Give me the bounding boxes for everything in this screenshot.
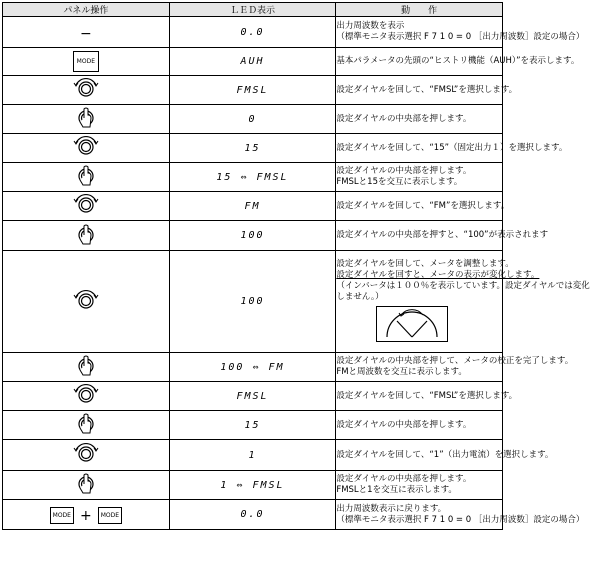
mode-key[interactable]: MODE (50, 507, 74, 524)
led-display-cell: 15 (169, 134, 336, 163)
table-row (3, 251, 503, 353)
action-text: FMと周波数を交互に表示します。 (336, 367, 467, 377)
led-display-cell: 0.0 (169, 500, 336, 530)
panel-operation-cell (3, 221, 170, 251)
action-text: 設定ダイヤルを回して、メータを調整します。 (336, 258, 514, 269)
action-text: 出力周波数表示に戻ります。 (336, 503, 447, 514)
panel-operation-cell (3, 500, 170, 530)
table-row (3, 105, 503, 134)
action-cell (336, 353, 574, 382)
operation-table (2, 2, 590, 530)
panel-operation-cell (3, 163, 170, 192)
led-display-cell: 0.0 (169, 17, 336, 48)
action-text: 設定ダイヤルの中央部を押すと、“100”が表示されます (336, 230, 549, 240)
action-cell (336, 163, 503, 192)
action-cell (336, 192, 510, 221)
table-row (3, 76, 503, 105)
action-text: FMSLと15を交互に表示します。 (336, 177, 463, 187)
table-row (3, 440, 503, 471)
table-row (3, 411, 503, 440)
panel-operation-cell (3, 17, 170, 48)
header-row (3, 3, 503, 17)
panel-operation-cell (3, 382, 170, 411)
panel-operation-cell (3, 76, 170, 105)
action-cell (336, 48, 580, 76)
mode-key[interactable]: MODE (73, 51, 99, 72)
table-row (3, 221, 503, 251)
led-display-cell: 1 ⇔ FMSL (169, 471, 336, 500)
table-row (3, 163, 503, 192)
panel-operation-cell (3, 471, 170, 500)
table-row (3, 134, 503, 163)
led-display-cell: 15 (169, 411, 336, 440)
panel-operation-cell (3, 48, 170, 76)
table-row (3, 382, 503, 411)
action-cell (336, 76, 518, 105)
mode-key[interactable]: MODE (98, 507, 122, 524)
rotate-dial-icon (72, 192, 100, 220)
no-operation-dash: − (79, 25, 92, 42)
header-action: 動 作 (336, 3, 503, 17)
action-text: 出力周波数を表示 (336, 21, 405, 31)
table-row (3, 471, 503, 500)
panel-operation-cell (3, 411, 170, 440)
action-cell (336, 17, 585, 48)
action-text: 基本パラメータの先頭の“ヒストリ機能（AUH）”を表示します。 (336, 56, 580, 66)
table-row (3, 353, 503, 382)
action-text: 設定ダイヤルを回して、“FMSL”を選択します。 (336, 84, 518, 95)
led-display-cell: 0 (169, 105, 336, 134)
led-display-cell: FM (169, 192, 336, 221)
action-text: 設定ダイヤルの中央部を押します。 (336, 419, 472, 430)
table-row (3, 500, 503, 530)
press-dial-icon (72, 353, 100, 381)
led-display-cell: 15 ⇔ FMSL (169, 163, 336, 192)
panel-operation-cell (3, 134, 170, 163)
action-text: 設定ダイヤルを回して、“15”（固定出力１）を選択します。 (336, 142, 568, 153)
rotate-dial-icon (72, 76, 100, 104)
action-cell (336, 500, 585, 530)
press-dial-icon (72, 163, 100, 191)
led-display-cell: AUH (169, 48, 336, 76)
action-text: 設定ダイヤルを回して、“FMSL”を選択します。 (336, 390, 518, 401)
action-cell (336, 471, 503, 500)
action-cell (336, 440, 554, 471)
rotate-dial-icon (72, 288, 100, 316)
led-display-cell: FMSL (169, 382, 336, 411)
action-cell (336, 221, 549, 251)
action-text: しません。） (336, 291, 384, 302)
led-display-cell: 100 ⇔ FM (169, 353, 336, 382)
action-text: FMSLと1を交互に表示します。 (336, 485, 457, 495)
action-text: （標準モニタ表示選択 F 7 1 0 = 0 ［出力周波数］設定の場合） (336, 514, 585, 525)
action-cell (336, 105, 503, 134)
rotate-dial-icon (72, 382, 100, 410)
rotate-dial-icon (72, 134, 100, 162)
panel-operation-cell (3, 105, 170, 134)
rotate-dial-icon (72, 441, 100, 469)
action-cell (336, 382, 518, 411)
press-dial-icon (72, 222, 100, 250)
action-text: 設定ダイヤルの中央部を押します。 (336, 113, 472, 124)
header-panel: パネル操作 (3, 3, 170, 17)
led-display-cell: 1 (169, 440, 336, 471)
action-text: 設定ダイヤルを回すと、メータの表示が変化します。 (336, 269, 540, 280)
panel-operation-cell (3, 192, 170, 221)
panel-operation-cell (3, 353, 170, 382)
led-display-cell: 100 (169, 251, 336, 353)
panel-operation-cell (3, 440, 170, 471)
action-text: （標準モニタ表示選択 F 7 1 0 = 0 ［出力周波数］設定の場合） (336, 32, 585, 42)
action-text: （インバータは１００％を表示しています。設定ダイヤルでは変化 (336, 280, 590, 291)
press-dial-icon (72, 411, 100, 439)
action-text: 設定ダイヤルを回して、“1”（出力電流）を選択します。 (336, 449, 554, 460)
led-display-cell: 100 (169, 221, 336, 251)
action-cell (336, 134, 568, 163)
action-text: 設定ダイヤルを回して、“FM”を選択します。 (336, 200, 510, 211)
action-cell (336, 411, 503, 440)
press-dial-icon (72, 105, 100, 133)
table-row (3, 48, 503, 76)
panel-operation-cell (3, 251, 170, 353)
action-text: 設定ダイヤルの中央部を押して、メータの校正を完了します。 (336, 356, 574, 366)
table-row (3, 192, 503, 221)
led-display-cell: FMSL (169, 76, 336, 105)
action-text: 設定ダイヤルの中央部を押します。 (336, 474, 472, 484)
table-row (3, 17, 503, 48)
action-text: 設定ダイヤルの中央部を押します。 (336, 166, 472, 176)
press-dial-icon (72, 471, 100, 499)
meter-icon (376, 306, 448, 342)
action-cell (336, 251, 590, 353)
plus-sign: + (79, 507, 92, 524)
header-led: ＬＥＤ表示 (169, 3, 336, 17)
